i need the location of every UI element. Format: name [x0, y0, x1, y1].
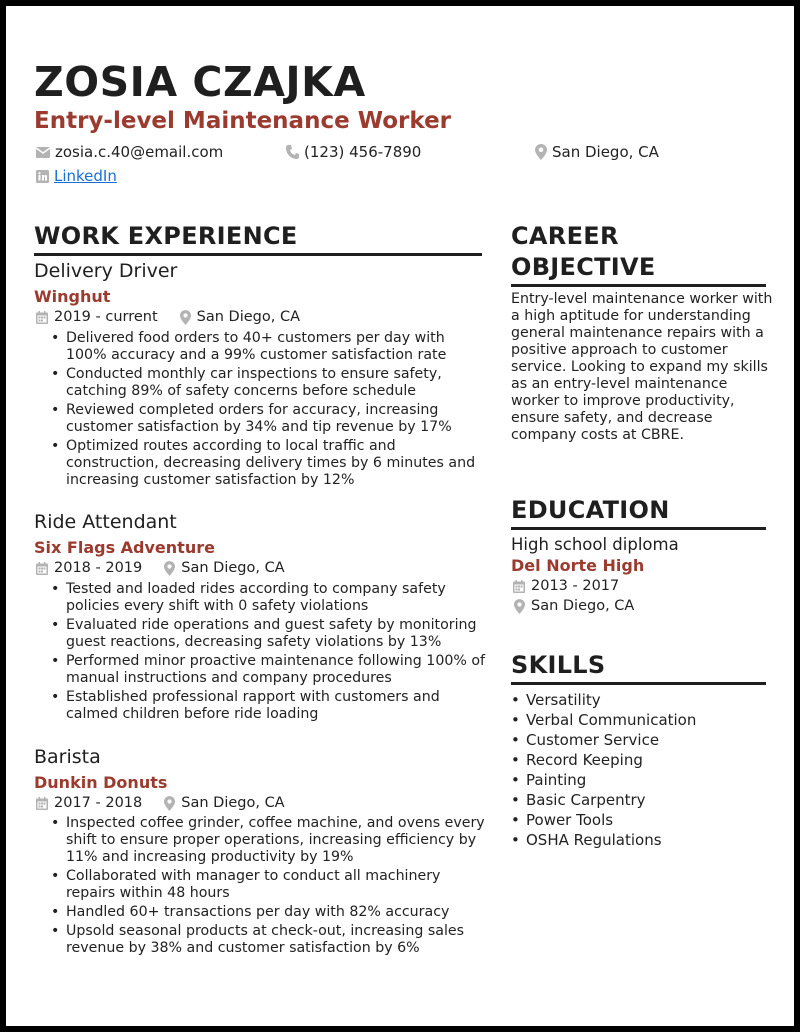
envelope-icon — [36, 147, 50, 158]
job-meta — [36, 309, 300, 325]
list-item: • Upsold seasonal products at check-out, increasing sales revenue by 38% and customer satisfaction by 6% — [66, 923, 488, 957]
list-item: • Collaborated with manager to conduct all machinery repairs within 48 hours — [66, 868, 488, 902]
linkedin-contact — [36, 167, 117, 185]
list-item: • Tested and loaded rides according to company safety policies every shift with 0 safety violations — [66, 581, 486, 615]
map-pin-icon — [180, 310, 191, 325]
skill-item: • Customer Service — [526, 730, 696, 750]
work-experience-heading: WORK EXPERIENCE — [34, 222, 298, 250]
education-degree: High school diploma — [511, 535, 679, 554]
career-objective-heading-line2: OBJECTIVE — [511, 253, 656, 281]
job-location: San Diego, CA — [181, 795, 285, 811]
phone-text: (123) 456-7890 — [304, 143, 422, 161]
list-item: • Handled 60+ transactions per day with 82% accuracy — [66, 904, 488, 921]
job-dates: 2017 - 2018 — [54, 795, 143, 811]
skill-item: • Verbal Communication — [526, 710, 696, 730]
location-contact — [535, 143, 659, 161]
job-company: Six Flags Adventure — [34, 538, 215, 557]
education-heading: EDUCATION — [511, 496, 670, 524]
phone-contact — [286, 143, 421, 161]
job-meta — [36, 795, 285, 811]
job-location: San Diego, CA — [181, 560, 285, 576]
job-bullets — [66, 815, 488, 959]
map-pin-icon — [514, 599, 525, 614]
map-pin-icon — [164, 796, 175, 811]
job-location: San Diego, CA — [196, 309, 301, 325]
section-divider — [34, 253, 482, 256]
skill-item: • Versatility — [526, 690, 696, 710]
list-item: • Evaluated ride operations and guest safety by monitoring guest reactions, decreasing safety violations by 13% — [66, 617, 486, 651]
education-location-row — [514, 598, 634, 614]
job-dates: 2018 - 2019 — [54, 560, 143, 576]
job-role: Barista — [34, 746, 101, 768]
list-item: • Established professional rapport with customers and calmed children before ride loading — [66, 689, 486, 723]
map-pin-icon — [535, 144, 547, 160]
skill-item: • Painting — [526, 770, 696, 790]
skills-heading: SKILLS — [511, 651, 606, 679]
skill-item: • Record Keeping — [526, 750, 696, 770]
candidate-name: ZOSIA CZAJKA — [34, 58, 366, 106]
calendar-icon — [36, 797, 48, 810]
email-contact — [36, 143, 223, 161]
job-bullets — [66, 581, 486, 725]
linkedin-icon — [36, 170, 49, 183]
skill-item: • Power Tools — [526, 810, 696, 830]
objective-text: Entry-level maintenance worker with a high aptitude for understanding general maintenance repairs with a positive approach to customer service. Looking to expand my skills as an entry-level maintenance worker to improve productivity, ensure safety, and decrease company costs at CBRE. — [511, 291, 773, 443]
job-company: Dunkin Donuts — [34, 773, 168, 792]
list-item: • Performed minor proactive maintenance following 100% of manual instructions and company procedures — [66, 653, 486, 687]
skill-item: • Basic Carpentry — [526, 790, 696, 810]
calendar-icon — [36, 562, 48, 575]
email-text[interactable]: zosia.c.40@email.com — [55, 143, 224, 161]
job-meta — [36, 560, 285, 576]
calendar-icon — [36, 311, 48, 324]
section-divider — [511, 284, 766, 287]
section-divider — [511, 682, 766, 685]
job-role: Ride Attendant — [34, 511, 177, 533]
job-role: Delivery Driver — [34, 260, 178, 282]
education-dates-row — [513, 578, 619, 594]
list-item: • Reviewed completed orders for accuracy, increasing customer satisfaction by 34% and tip revenue by 17% — [66, 402, 486, 436]
location-text: San Diego, CA — [552, 143, 659, 161]
career-objective-heading-line1: CAREER — [511, 222, 619, 250]
phone-icon — [286, 145, 299, 159]
job-title: Entry-level Maintenance Worker — [34, 108, 452, 134]
resume-page — [6, 6, 794, 1026]
calendar-icon — [513, 580, 525, 593]
list-item: • Optimized routes according to local traffic and construction, decreasing delivery times by 6 minutes and increasing customer satisfaction by 12% — [66, 438, 486, 489]
list-item: • Inspected coffee grinder, coffee machine, and ovens every shift to ensure proper operations, increasing efficiency by 11% and increasing productivity by 19% — [66, 815, 488, 866]
job-bullets — [66, 330, 486, 491]
list-item: • Delivered food orders to 40+ customers per day with 100% accuracy and a 99% customer satisfaction rate — [66, 330, 486, 364]
job-dates: 2019 - current — [54, 309, 158, 325]
education-dates: 2013 - 2017 — [531, 578, 620, 594]
skill-item: • OSHA Regulations — [526, 830, 696, 850]
skills-list — [526, 690, 696, 850]
list-item: • Conducted monthly car inspections to ensure safety, catching 89% of safety concerns before schedule — [66, 366, 486, 400]
education-location: San Diego, CA — [531, 598, 635, 614]
linkedin-link[interactable]: LinkedIn — [54, 167, 117, 185]
education-school: Del Norte High — [511, 556, 645, 575]
job-company: Winghut — [34, 287, 111, 306]
section-divider — [511, 527, 766, 530]
map-pin-icon — [164, 561, 175, 576]
